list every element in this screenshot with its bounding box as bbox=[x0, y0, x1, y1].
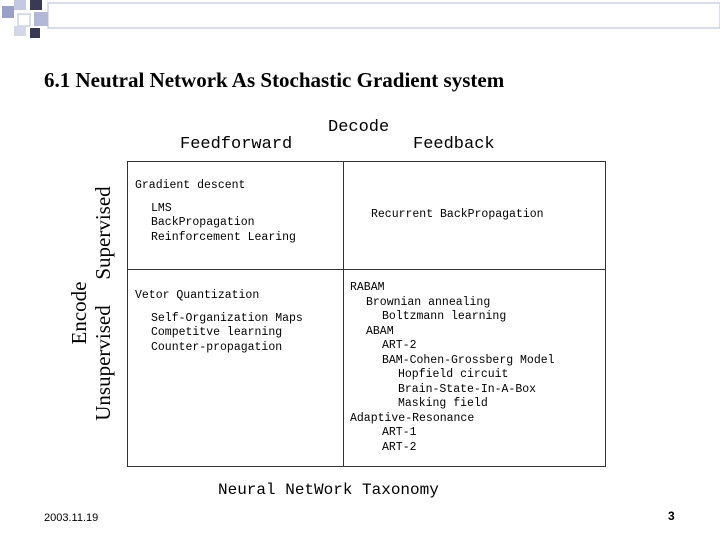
cell-item: ART-2 bbox=[382, 339, 417, 352]
footer-date: 2003.11.19 bbox=[44, 512, 99, 524]
cell-item: Boltzmann learning bbox=[382, 310, 507, 323]
cell-item: Brain-State-In-A-Box bbox=[398, 382, 537, 396]
cell-item: BAM-Cohen-Grossberg Model bbox=[382, 353, 555, 367]
cell-item: ART-2 bbox=[382, 440, 417, 454]
cell-item: Gradient descent bbox=[135, 179, 246, 192]
cell-item: Reinforcement Learing bbox=[151, 230, 296, 244]
cell-item: Vetor Quantization bbox=[135, 289, 260, 302]
cell-unsupervised-feedback bbox=[350, 281, 555, 455]
cell-item: BackPropagation bbox=[151, 216, 255, 229]
cell-item: Masking field bbox=[398, 397, 488, 410]
page-number: 3 bbox=[668, 509, 675, 523]
cell-item: Self-Organization Maps bbox=[151, 311, 303, 325]
cell-item: Counter-propagation bbox=[151, 340, 283, 354]
feedforward-header: Feedforward bbox=[180, 135, 293, 154]
cell-item: Competitve learning bbox=[151, 326, 283, 339]
cell-unsupervised-feedforward bbox=[135, 289, 303, 355]
cell-item: Brownian annealing bbox=[366, 295, 491, 309]
encode-label: Encode bbox=[67, 281, 91, 345]
grid-divider-horizontal bbox=[127, 269, 606, 270]
cell-item: RABAM bbox=[350, 281, 385, 294]
decode-label: Decode bbox=[328, 118, 390, 137]
cell-supervised-feedforward bbox=[135, 179, 296, 245]
cell-item: Adaptive-Resonance bbox=[350, 411, 475, 425]
diagram-caption: Neural NetWork Taxonomy bbox=[218, 481, 439, 499]
decorative-squares bbox=[0, 0, 720, 40]
unsupervised-label: Unsupervised bbox=[91, 305, 115, 421]
slide-title: 6.1 Neutral Network As Stochastic Gradient system bbox=[44, 68, 505, 92]
cell-item: ART-1 bbox=[382, 426, 417, 439]
cell-item: Recurrent BackPropagation bbox=[371, 208, 544, 221]
feedback-header: Feedback bbox=[413, 135, 495, 154]
cell-item: ABAM bbox=[366, 324, 394, 338]
cell-supervised-feedback bbox=[371, 208, 544, 223]
cell-item: LMS bbox=[151, 201, 172, 215]
cell-item: Hopfield circuit bbox=[398, 368, 509, 381]
supervised-label: Supervised bbox=[91, 186, 115, 280]
grid-divider-vertical bbox=[343, 161, 344, 467]
